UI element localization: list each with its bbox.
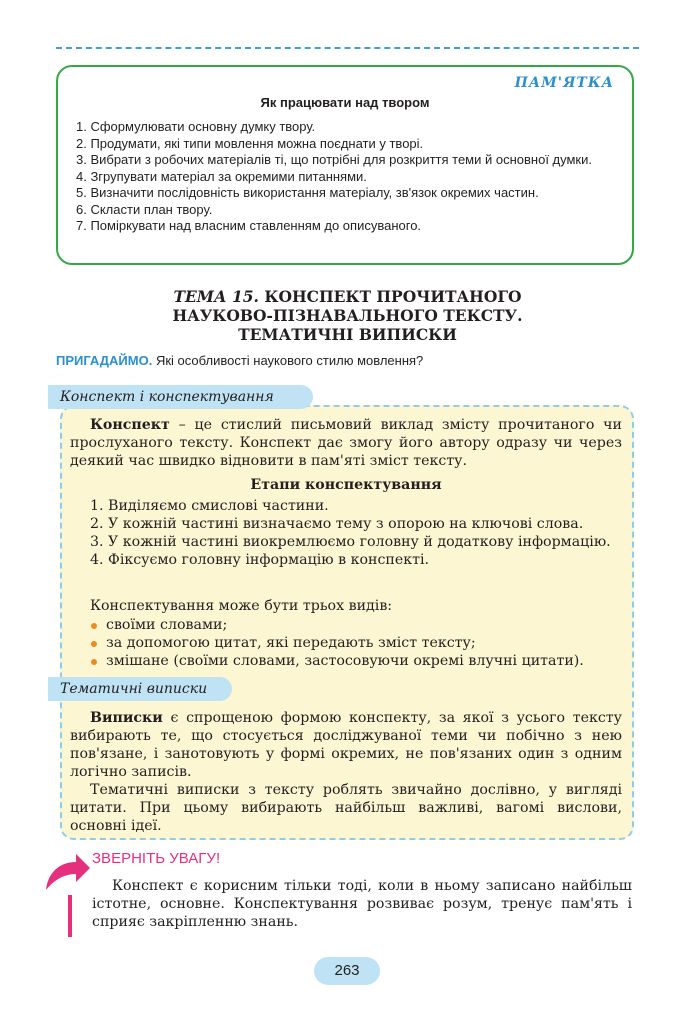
excerpts-term: Виписки xyxy=(90,710,163,726)
memo-item: 4. Згрупувати матеріал за окремими питаннями. xyxy=(76,168,367,184)
topic-number: ТЕМА 15. xyxy=(173,287,259,306)
memo-item: 2. Продумати, які типи мовлення можна поєднати у творі. xyxy=(76,135,424,151)
memo-label: ПАМ'ЯТКА xyxy=(514,75,614,91)
stages-list xyxy=(90,497,622,569)
excerpts-definition-text: є спрощеною формою конспекту, за якої з усього тексту вибирають те, що стосується досліджуваної теми чи побічно з нею пов'язане, і занотовують у формі окремих, не пов'язаних один з одним логічно записів. xyxy=(70,710,622,780)
topic-title-line3: ТЕМАТИЧНІ ВИПИСКИ xyxy=(238,325,457,344)
topic-title-line1: КОНСПЕКТ ПРОЧИТАНОГО xyxy=(264,287,522,306)
attention-arrow-icon xyxy=(42,850,92,896)
recall-label: ПРИГАДАЙМО. xyxy=(56,353,153,368)
kind-item: своїми словами; xyxy=(90,616,630,634)
summary-term: Конспект xyxy=(90,417,170,433)
recall-prompt xyxy=(56,353,423,368)
memo-box xyxy=(56,65,634,265)
memo-title: Як працювати над твором xyxy=(260,95,430,110)
kinds-list xyxy=(90,616,630,670)
stage-item: 4. Фіксуємо головну інформацію в конспекті. xyxy=(90,552,430,568)
excerpts-definition xyxy=(70,709,622,781)
attention-title: ЗВЕРНІТЬ УВАГУ! xyxy=(92,850,221,867)
kind-item: змішане (своїми словами, застосовуючи окремі влучні цитати). xyxy=(90,652,630,670)
memo-item: 1. Сформулювати основну думку твору. xyxy=(76,119,316,134)
memo-list xyxy=(76,119,618,235)
attention-bar xyxy=(68,895,72,937)
summary-definition xyxy=(70,416,622,470)
stages-heading: Етапи конспектування xyxy=(250,477,442,493)
topic-title-line2: НАУКОВО-ПІЗНАВАЛЬНОГО ТЕКСТУ. xyxy=(172,306,523,325)
memo-item: 3. Вибрати з робочих матеріалів ті, що потрібні для розкриття теми й основної думки. xyxy=(76,152,592,167)
recall-text: Які особливості наукового стилю мовлення? xyxy=(155,353,424,368)
kinds-intro: Конспектування може бути трьох видів: xyxy=(90,598,393,614)
memo-item: 5. Визначити послідовність використання матеріалу, зв'язок окремих частин. xyxy=(76,185,539,200)
stage-item: 2. У кожній частині визначаємо тему з опорою на ключові слова. xyxy=(90,516,584,532)
memo-item: 6. Скласти план твору. xyxy=(76,201,213,217)
summary-definition-text: – це стислий письмовий виклад змісту прочитаного чи прослуханого тексту. Конспект дає змогу його автору одразу чи через деякий час швидко відновити в пам'яті зміст тексту. xyxy=(70,417,622,469)
stage-item: 3. У кожній частині виокремлюємо головну й додаткову інформацію. xyxy=(90,534,611,550)
stage-item: 1. Виділяємо смислові частини. xyxy=(90,498,329,514)
excerpts-paragraph: Тематичні виписки з тексту роблять звичайно дослівно, у вигляді цитати. При цьому вибирають найбільш важливі, вагомі вислови, основні ідеї. xyxy=(70,782,622,834)
kind-item: за допомогою цитат, які передають зміст тексту; xyxy=(90,634,630,652)
top-dashed-divider xyxy=(56,47,639,49)
section-tab-excerpts: Тематичні виписки xyxy=(48,677,232,701)
page-number: 263 xyxy=(314,957,380,985)
memo-item: 7. Поміркувати над власним ставленням до описуваного. xyxy=(76,218,422,233)
attention-text: Конспект є корисним тільки тоді, коли в ньому записано найбільш істотне, основне. Конспектування розвиває розум, тренує пам'ять і сприяє закріпленню знань. xyxy=(92,878,632,930)
section-tab-summary: Конспект і конспектування xyxy=(48,385,313,409)
topic-heading xyxy=(80,287,615,344)
